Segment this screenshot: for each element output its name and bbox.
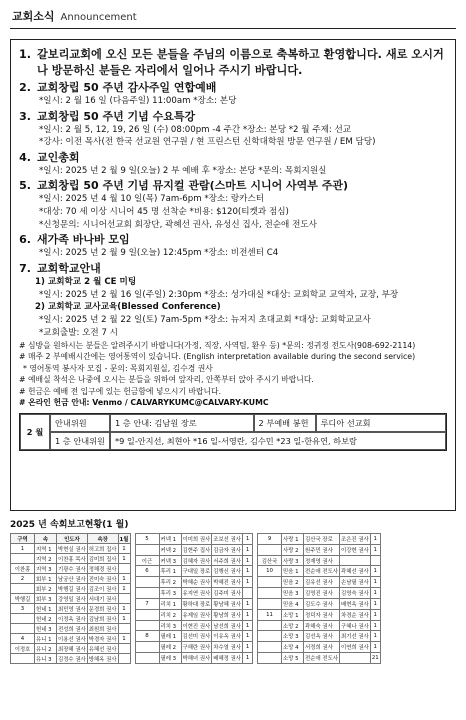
report-cell: 황남희 권사 (212, 609, 243, 620)
announcement-item-text: 교회창립 50 주년 기념 수요특강 (37, 109, 196, 123)
report-cell: 조보선 권사 (212, 534, 243, 545)
report-cell: 박행길 권사 (57, 584, 88, 594)
note-line: * 영어통역 봉사자 모집 - 문의: 목회지원실, 김수경 권사 (23, 363, 213, 373)
announcement-item-number: 1. (19, 48, 32, 61)
report-cell: 1 (370, 566, 380, 577)
report-row (258, 566, 381, 577)
note-line: # 매주 2 부예배시간에는 영어통역이 있습니다. (English interpretation available during the second service) (19, 352, 416, 362)
report-row (135, 631, 253, 642)
report-cell: 원주민 권사 (304, 544, 340, 555)
report-cell: 이연희 권사 (340, 642, 371, 653)
report-cell: 1 (243, 631, 253, 642)
report-cell (258, 642, 282, 653)
note-line: # 헌금은 예배 전 입구에 있는 헌금함에 넣으시기 바랍니다. (19, 386, 222, 396)
report-cell (135, 577, 159, 588)
report-cell: 김선옥 권사 (304, 631, 340, 642)
report-row (11, 604, 131, 614)
report-cell: 커넥 2 (159, 544, 181, 555)
report-cell: 소망 1 (282, 609, 304, 620)
report-cell: 구역 (11, 534, 35, 544)
report-cell: 박해녀 권사 (181, 653, 212, 664)
report-cell: 2 (11, 574, 35, 584)
report-cell: 회부 1 (35, 574, 57, 584)
school-sub-2-line-1: *일시: 2025 년 2 월 22 일(토) 7am-5pm *장소: 뉴저지 초대교회 *대상: 교회학교교사 (39, 315, 371, 326)
report-cell: 구해란 권사 (181, 642, 212, 653)
announcement-item-title (19, 109, 447, 124)
announcement-item-number: 7. (19, 261, 31, 275)
report-row (258, 609, 381, 620)
report-cell: 최기선 권사 (340, 631, 371, 642)
report-cell: 이근 (135, 555, 159, 566)
announcement-item-number: 4. (19, 150, 31, 164)
report-cell: 유니 2 (35, 644, 57, 654)
report-cell: 1 (118, 614, 130, 624)
announcement-item-detail: *일시: 2025 년 4 월 10 일(목) 7am-6pm *장소: 랑카스터 (39, 194, 265, 205)
section-title-ko: 교회소식 (12, 10, 55, 23)
report-cell: 차경순 권사 (340, 609, 371, 620)
report-cell: 지역 3 (35, 564, 57, 574)
report-row (258, 642, 381, 653)
report-cell: 김혜자 권사 (181, 555, 212, 566)
report-cell: 후리 3 (159, 588, 181, 599)
schedule-assignee-list: *9 일-안지선, 최현아 *16 일-서영란, 김수민 *23 일-한유연, 하보람 (110, 432, 446, 450)
report-cell: 1 (243, 534, 253, 545)
announcement-item-number: 6. (19, 233, 31, 247)
report-cell: 1 (370, 598, 380, 609)
report-cell (135, 609, 159, 620)
announcement-item (19, 47, 447, 79)
report-cell: 필레 2 (159, 642, 181, 653)
report-cell (340, 653, 371, 664)
report-cell (258, 653, 282, 664)
report-row (11, 614, 131, 624)
report-cell: 1 (243, 598, 253, 609)
report-cell: 이현진 권사 (181, 620, 212, 631)
report-cell: 1 (118, 584, 130, 594)
report-cell: 김산국 (258, 555, 282, 566)
report-row (135, 588, 253, 599)
report-cell: 리치 1 (159, 598, 181, 609)
report-cell: 1 (370, 544, 380, 555)
report-cell: 1 (243, 620, 253, 631)
report-row (258, 588, 381, 599)
report-row (135, 598, 253, 609)
announcement-item-detail: *대상: 70 세 이상 시니어 45 명 선착순 *비용: $120(티켓과 점심) (39, 206, 289, 217)
report-cell: 김미희 집사 (87, 554, 118, 564)
announcement-item (19, 178, 447, 231)
report-cell: 정덕자 권사 (304, 609, 340, 620)
announcement-item-title (19, 47, 447, 79)
report-cell: 사랑 1 (282, 534, 304, 545)
report-cell (11, 624, 35, 634)
report-cell (118, 564, 130, 574)
announcement-item (19, 261, 447, 276)
report-row (135, 609, 253, 620)
report-cell: 전성희 권사 (57, 624, 88, 634)
report-row (11, 594, 131, 604)
report-cell: 1 (118, 604, 130, 614)
report-row (135, 544, 253, 555)
report-cell (370, 555, 380, 566)
report-cell: 김도수 권사 (304, 598, 340, 609)
report-cell: 곽혜선 권사 (340, 566, 371, 577)
report-cell: 김산국 장로 (304, 534, 340, 545)
report-cell (258, 598, 282, 609)
report-cell: 1 (118, 634, 130, 644)
report-cell: 김영진 권사 (304, 588, 340, 599)
announcement-item-text: 갈보리교회에 오신 모든 분들을 주님의 이름으로 축복하고 환영합니다. 새로 오시거나 방문하신 분들은 자리에서 일어나 주시기 바랍니다. (37, 48, 444, 77)
report-table (10, 533, 131, 664)
report-row (135, 534, 253, 545)
announcement-item (19, 150, 447, 178)
report-cell: 커넥 1 (159, 534, 181, 545)
announcement-item-detail: *일시: 2025 년 2 월 9 일(오늘) 12:45pm *장소: 비전센터 C4 (39, 248, 279, 259)
announcement-item-title (19, 261, 447, 276)
report-cell: 1 (370, 609, 380, 620)
report-row (11, 564, 131, 574)
report-cell: 배현옥 권사 (340, 598, 371, 609)
report-cell: 7 (135, 598, 159, 609)
report-cell: 10 (258, 566, 282, 577)
report-row (11, 654, 131, 664)
report-cell: 김남희 권사 (87, 614, 118, 624)
announcement-item (19, 232, 447, 260)
announcement-list (19, 47, 447, 276)
schedule-month: 2 월 (20, 414, 50, 450)
report-cell: 김금자 권사 (212, 544, 243, 555)
announcement-item-detail: *일시: 2 월 5, 12, 19, 26 일 (수) 08:00pm -4 주간 *장소: 본당 *2 월 주제: 선교 (39, 124, 352, 135)
report-cell: 9 (258, 534, 282, 545)
report-cell: 소망 4 (282, 642, 304, 653)
schedule-role: 2 부예배 봉헌 (254, 414, 316, 432)
report-cell (135, 642, 159, 653)
report-cell: 최민영 권사 (57, 604, 88, 614)
report-cell (11, 584, 35, 594)
notes-list (19, 340, 447, 409)
report-row (258, 598, 381, 609)
section-title-en: Announcement (60, 12, 137, 23)
note-line: # 예배실 착석은 나중에 오시는 분들을 위하여 앞자리, 안쪽부터 앉아 주시기 바랍니다. (19, 375, 314, 385)
report-cell: 남궁산 권사 (57, 574, 88, 584)
note-line: # 심방을 원하시는 분들은 알려주시기 바랍니다(가정, 직장, 사역팀, 환우 등) *문의: 정귀정 전도사(908-692-2114) (19, 340, 416, 350)
report-cell: 황하대 장로 (181, 598, 212, 609)
report-cell: 이정호 (11, 644, 35, 654)
report-cell (11, 554, 35, 564)
announcement-box (10, 39, 456, 511)
report-row (135, 653, 253, 664)
report-cell: 회부 3 (35, 594, 57, 604)
report-row (135, 566, 253, 577)
report-cell: 기광수 권사 (57, 564, 88, 574)
report-cell (135, 544, 159, 555)
report-cell: 1 (118, 544, 130, 554)
report-cell (258, 588, 282, 599)
report-cell (118, 624, 130, 634)
report-cell: 이정옥 권사 (57, 614, 88, 624)
report-cell: 이유옥 권사 (212, 631, 243, 642)
report-cell: 후리 2 (159, 577, 181, 588)
report-row (135, 577, 253, 588)
report-cell: 1 (243, 609, 253, 620)
announcement-item-detail: *일시: 2 월 16 일 (다음주일) 11:00am *장소: 본당 (39, 96, 237, 106)
schedule-role: 1 층 안내위원 (50, 432, 110, 450)
report-cell: 정재영 권사 (304, 555, 340, 566)
report-cell: 유지연 권사 (181, 588, 212, 599)
report-cell (258, 620, 282, 631)
report-cell: 5 (135, 534, 159, 545)
school-sub-2-line-2: *교회출발: 오전 7 시 (39, 327, 118, 338)
report-cell: 곽해숙 권사 (304, 620, 340, 631)
report-table (257, 533, 381, 664)
report-cell: 이미희 권사 (181, 534, 212, 545)
report-cell (258, 577, 282, 588)
report-cell: 믿음 2 (282, 577, 304, 588)
school-sub-2: 2) 교회학교 교사교육(Blessed Conference) (35, 302, 221, 313)
report-cell: 전순애 전도사 (304, 653, 340, 664)
report-row (135, 642, 253, 653)
report-cell: 4 (11, 634, 35, 644)
report-cell: 1월 (118, 534, 130, 544)
schedule-assignee: 루디아 선교회 (316, 414, 446, 432)
report-title: 2025 년 속회보고현황(1 월) (10, 520, 129, 530)
report-cell: 차수열 권사 (212, 642, 243, 653)
report-cell: 커넥 3 (159, 555, 181, 566)
report-cell: 박행길 (11, 594, 35, 604)
report-cell: 1 (118, 554, 130, 564)
report-cell (11, 614, 35, 624)
report-cell: 김주미 권사 (212, 588, 243, 599)
report-cell: 1 (118, 574, 130, 584)
report-cell (118, 644, 130, 654)
report-row (258, 577, 381, 588)
announcement-item-text: 교인총회 (37, 150, 80, 164)
report-row (258, 555, 381, 566)
report-row (258, 653, 381, 664)
report-cell: 1 (243, 566, 253, 577)
report-row (11, 544, 131, 554)
report-cell: 헌네 2 (35, 614, 57, 624)
announcement-item-title (19, 178, 447, 193)
announcement-item-number: 2. (19, 81, 31, 94)
report-cell: 최장혜 권사 (57, 644, 88, 654)
report-cell: 남선희 권사 (212, 620, 243, 631)
report-cell: 1 (370, 642, 380, 653)
report-row (11, 644, 131, 654)
report-cell (11, 654, 35, 664)
report-cell: 김정수 권사 (57, 654, 88, 664)
school-details (19, 276, 447, 340)
report-cell: 박혜순 권사 (181, 577, 212, 588)
school-sub-1-line: *일시: 2025 년 2 월 16 일(주일) 2:30pm *장소: 성가대실 *대상: 교회학교 교역자, 교장, 부장 (39, 289, 399, 300)
report-cell: 이강현 권사 (340, 544, 371, 555)
report-cell: 1 (370, 588, 380, 599)
report-cell: 1 (243, 577, 253, 588)
report-cell: 소망 3 (282, 631, 304, 642)
report-cell: 강영일 권사 (57, 594, 88, 604)
report-cell: 구대일 장로 (181, 566, 212, 577)
report-cell (135, 588, 159, 599)
announcement-item-detail: *일시: 2025 년 2 월 9 일(오늘) 2 부 예배 후 *장소: 본당 *문의: 목회지원실 (39, 165, 327, 176)
report-header-row (11, 534, 131, 544)
report-cell: 1 (243, 555, 253, 566)
report-cell: 허고희 집사 (87, 544, 118, 554)
announcement-item-title (19, 80, 447, 95)
report-cell: 1 (370, 577, 380, 588)
report-cell: 박경자 권사 (87, 634, 118, 644)
report-cell (135, 620, 159, 631)
report-cell: 후리 1 (159, 566, 181, 577)
announcement-item-number: 3. (19, 109, 31, 123)
report-cell: 리치 2 (159, 609, 181, 620)
report-cell: 문경희 권사 (87, 604, 118, 614)
report-row (11, 634, 131, 644)
report-cell: 8 (135, 631, 159, 642)
report-cell: 이찬홍 (11, 564, 35, 574)
report-cell: 최원희 권사 (87, 624, 118, 634)
report-cell: 믿음 4 (282, 598, 304, 609)
report-cell (340, 555, 371, 566)
report-cell: 서정희 권사 (304, 642, 340, 653)
report-cell: 사랑 2 (282, 544, 304, 555)
schedule-role: 안내위원 (50, 414, 110, 432)
report-cell: 김조이 권사 (87, 584, 118, 594)
cell-group-report (10, 533, 456, 664)
report-row (11, 624, 131, 634)
report-cell: 회부 2 (35, 584, 57, 594)
announcement-item-title (19, 232, 447, 247)
report-cell: 소망 2 (282, 620, 304, 631)
report-cell: 믿음 1 (282, 566, 304, 577)
announcement-item-text: 교회학교안내 (37, 261, 101, 275)
report-cell: 박혜진 권사 (212, 577, 243, 588)
report-cell: 김영숙 권사 (340, 588, 371, 599)
report-cell: 인도자 (57, 534, 88, 544)
report-cell: 1 (370, 620, 380, 631)
report-cell: 헌네 3 (35, 624, 57, 634)
report-cell: 지역 1 (35, 544, 57, 554)
announcement-item-title (19, 150, 447, 165)
report-cell: 정해경 권사 (87, 564, 118, 574)
report-cell (135, 653, 159, 664)
report-cell: 김유선 권사 (304, 577, 340, 588)
report-cell: 1 (370, 631, 380, 642)
report-cell: 방혜옥 권사 (87, 654, 118, 664)
report-cell: 속 (35, 534, 57, 544)
announcement-item-detail: *신청문의: 시니어선교회 회장단, 곽혜선 권사, 유성신 집사, 전순애 전도사 (39, 219, 317, 230)
report-row (258, 620, 381, 631)
report-cell: 이찬홍 목사 (57, 554, 88, 564)
report-cell: 김현주 집사 (181, 544, 212, 555)
report-cell: 유니 3 (35, 654, 57, 664)
report-cell (258, 631, 282, 642)
report-cell: 1 (370, 534, 380, 545)
schedule-table (19, 413, 447, 451)
report-cell: 1 (243, 544, 253, 555)
report-row (258, 544, 381, 555)
report-row (11, 554, 131, 564)
report-row (258, 631, 381, 642)
announcement-item-number: 5. (19, 179, 31, 193)
report-cell: 지역 2 (35, 554, 57, 564)
announcement-item-text: 새가족 바나바 모임 (37, 233, 130, 247)
report-cell: 헌네 1 (35, 604, 57, 614)
report-cell: 3 (11, 604, 35, 614)
announcement-item-text: 교회창립 50 주년 감사주일 연합예배 (37, 81, 217, 94)
report-cell: 진미숙 권사 (87, 574, 118, 584)
report-cell: 6 (135, 566, 159, 577)
report-cell: 유니 1 (35, 634, 57, 644)
report-cell: 필레 3 (159, 653, 181, 664)
report-cell: 속장 (87, 534, 118, 544)
report-cell: 21 (370, 653, 380, 664)
announcement-item (19, 109, 447, 149)
report-cell: 전순애 전도사 (304, 566, 340, 577)
report-table (135, 533, 254, 664)
note-line: # 온라인 헌금 안내: Venmo / CALVARYKUMC@CALVARY-KUMC (19, 398, 269, 408)
report-cell: 유제임 권사 (181, 609, 212, 620)
report-cell: 소망 5 (282, 653, 304, 664)
report-cell: 필레 1 (159, 631, 181, 642)
report-cell: 서주희 권사 (212, 555, 243, 566)
schedule-assignee: 1 층 안내: 김남원 장로 (110, 414, 254, 432)
report-cell: 1 (11, 544, 35, 554)
report-row (11, 584, 131, 594)
report-cell: 구혜나 권사 (340, 620, 371, 631)
section-header (10, 6, 456, 29)
report-row (135, 555, 253, 566)
report-cell: 11 (258, 609, 282, 620)
report-cell: 1 (243, 653, 253, 664)
announcement-item-detail: *강사: 이전 목사(전 한국 선교원 연구원 / 현 프린스턴 신학대학원 방문 연구원 / EM 담당) (39, 137, 376, 148)
report-cell: 서대기 권사 (87, 594, 118, 604)
report-cell: 유혜선 권사 (87, 644, 118, 654)
report-cell: 김행신 권사 (212, 566, 243, 577)
report-cell (118, 594, 130, 604)
report-row (135, 620, 253, 631)
report-row (11, 574, 131, 584)
announcement-item (19, 80, 447, 108)
report-cell: 김선미 권사 (181, 631, 212, 642)
report-cell: 조은진 권사 (340, 534, 371, 545)
report-cell: 손남필 권사 (340, 577, 371, 588)
report-cell: 배혜정 권사 (212, 653, 243, 664)
report-cell (258, 544, 282, 555)
report-cell: 이용선 권사 (57, 634, 88, 644)
report-cell: 박현실 권사 (57, 544, 88, 554)
report-cell: 황남혜 권사 (212, 598, 243, 609)
school-sub-1: 1) 교회학교 2 월 CE 미팅 (35, 276, 137, 287)
report-cell: 1 (243, 642, 253, 653)
announcement-item-text: 교회창립 50 주년 기념 뮤지컬 관람(스마트 시니어 사역부 주관) (37, 179, 349, 193)
report-row (258, 534, 381, 545)
report-cell: 사랑 3 (282, 555, 304, 566)
report-cell (118, 654, 130, 664)
report-cell (243, 588, 253, 599)
report-cell: 리치 3 (159, 620, 181, 631)
report-cell: 믿음 3 (282, 588, 304, 599)
